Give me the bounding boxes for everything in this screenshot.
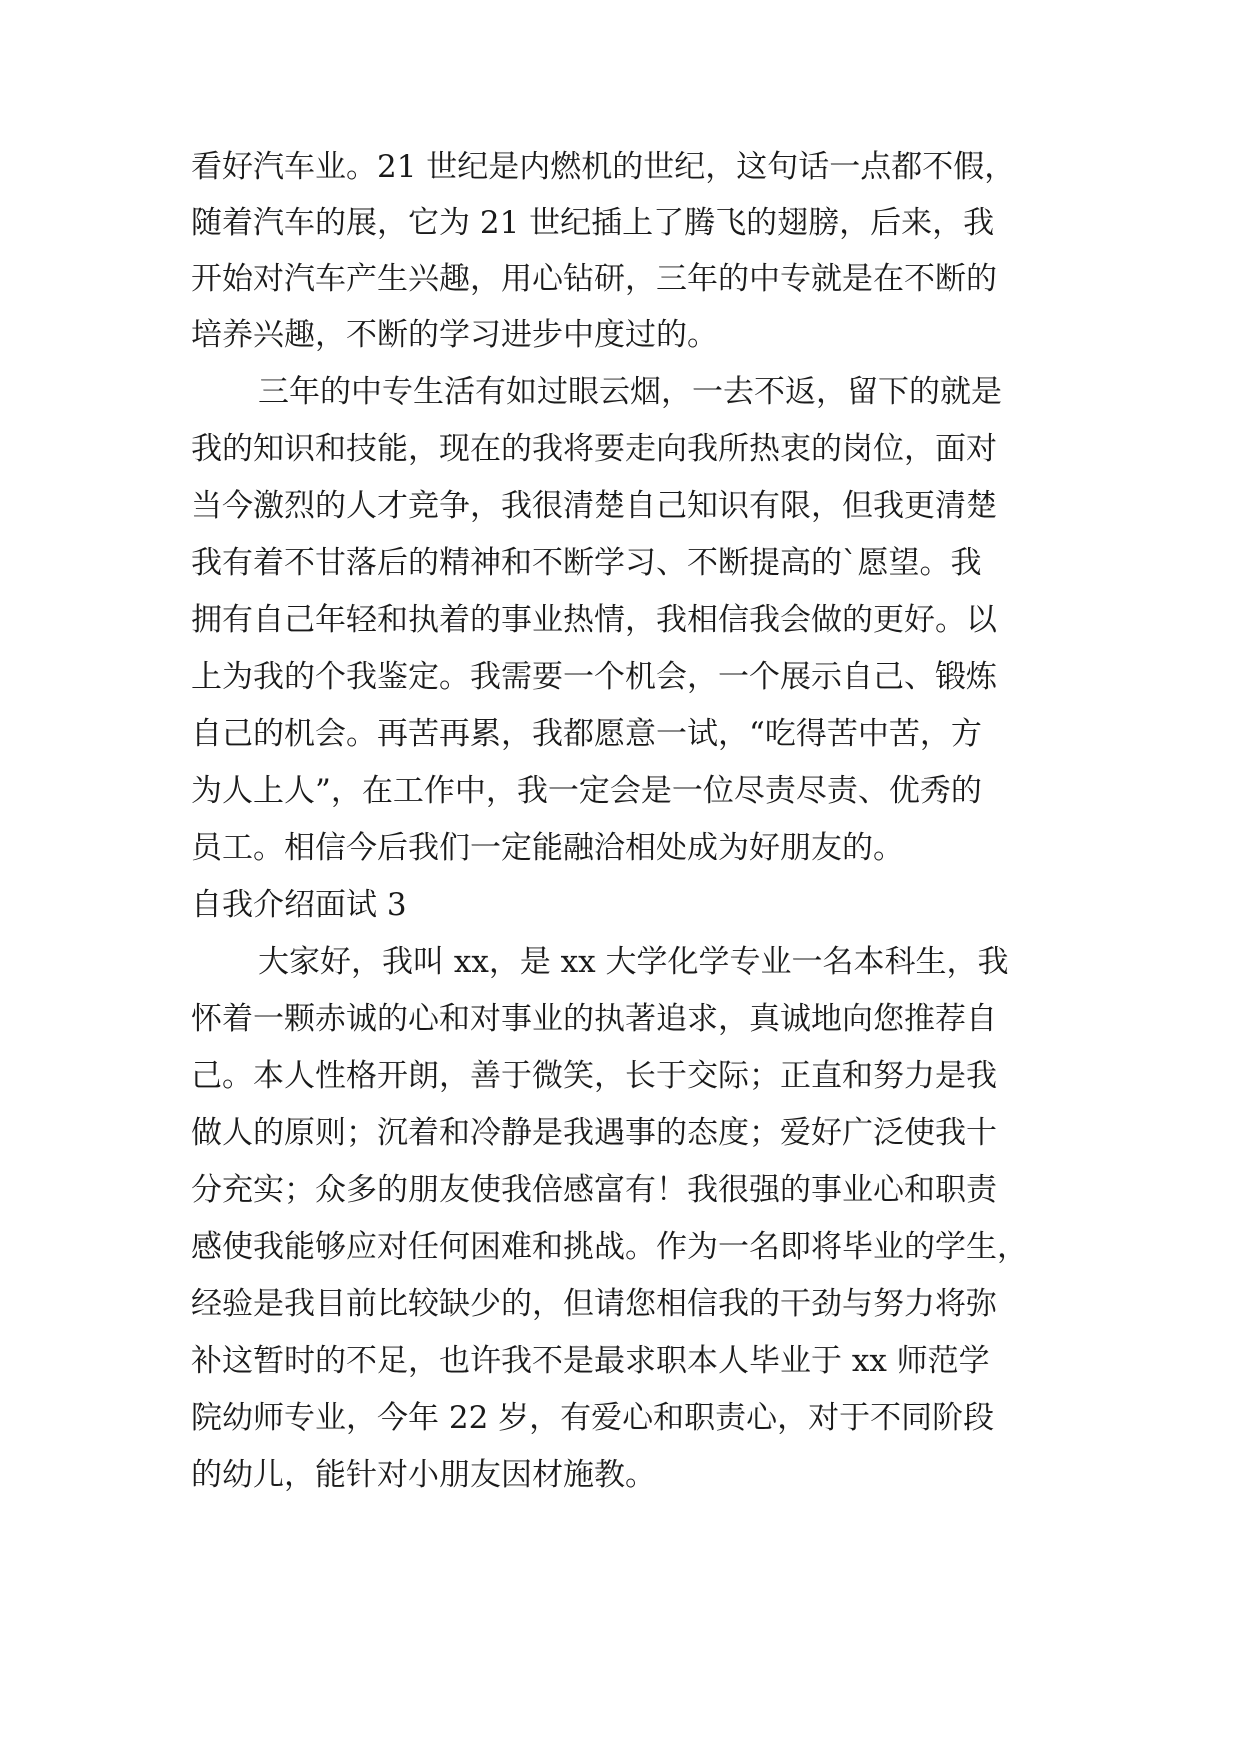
paragraph-line: 随着汽车的展，它为 21 世纪插上了腾飞的翅膀，后来，我 (191, 205, 995, 241)
paragraph-line: 自己的机会。再苦再累，我都愿意一试，“吃得苦中苦，方 (191, 716, 982, 752)
paragraph-line: 己。本人性格开朗，善于微笑，长于交际；正直和努力是我 (191, 1058, 997, 1094)
paragraph-line: 大家好，我叫 xx，是 xx 大学化学专业一名本科生，我 (258, 944, 1009, 980)
paragraph-line: 开始对汽车产生兴趣，用心钻研，三年的中专就是在不断的 (191, 261, 997, 297)
section-heading: 自我介绍面试 3 (191, 887, 407, 923)
paragraph-line: 为人上人”，在工作中，我一定会是一位尽责尽责、优秀的 (191, 773, 982, 809)
paragraph-line: 我有着不甘落后的精神和不断学习、不断提高的`愿望。我 (191, 545, 982, 581)
paragraph-line: 补这暂时的不足，也许我不是最求职本人毕业于 xx 师范学 (191, 1343, 990, 1379)
paragraph-line: 经验是我目前比较缺少的，但请您相信我的干劲与努力将弥 (191, 1286, 997, 1322)
paragraph-line: 当今激烈的人才竞争，我很清楚自己知识有限，但我更清楚 (191, 488, 997, 524)
paragraph-line: 三年的中专生活有如过眼云烟，一去不返，留下的就是 (258, 374, 1002, 410)
paragraph-line: 怀着一颗赤诚的心和对事业的执著追求，真诚地向您推荐自 (191, 1001, 997, 1037)
paragraph-line: 院幼师专业，今年 22 岁，有爱心和职责心，对于不同阶段 (191, 1400, 995, 1436)
paragraph-line: 员工。相信今后我们一定能融洽相处成为好朋友的。 (191, 830, 904, 866)
paragraph-line: 做人的原则；沉着和冷静是我遇事的态度；爱好广泛使我十 (191, 1115, 997, 1151)
paragraph-line: 培养兴趣，不断的学习进步中度过的。 (191, 317, 718, 353)
paragraph-line: 感使我能够应对任何困难和挑战。作为一名即将毕业的学生， (191, 1229, 1028, 1265)
paragraph-line: 上为我的个我鉴定。我需要一个机会，一个展示自己、锻炼 (191, 659, 997, 695)
paragraph-line: 的幼儿，能针对小朋友因材施教。 (191, 1457, 656, 1493)
paragraph-line: 看好汽车业。21 世纪是内燃机的世纪，这句话一点都不假， (191, 149, 1016, 185)
paragraph-line: 拥有自己年轻和执着的事业热情，我相信我会做的更好。以 (191, 602, 997, 638)
paragraph-line: 分充实；众多的朋友使我倍感富有！我很强的事业心和职责 (191, 1172, 997, 1208)
paragraph-line: 我的知识和技能，现在的我将要走向我所热衷的岗位，面对 (191, 431, 997, 467)
